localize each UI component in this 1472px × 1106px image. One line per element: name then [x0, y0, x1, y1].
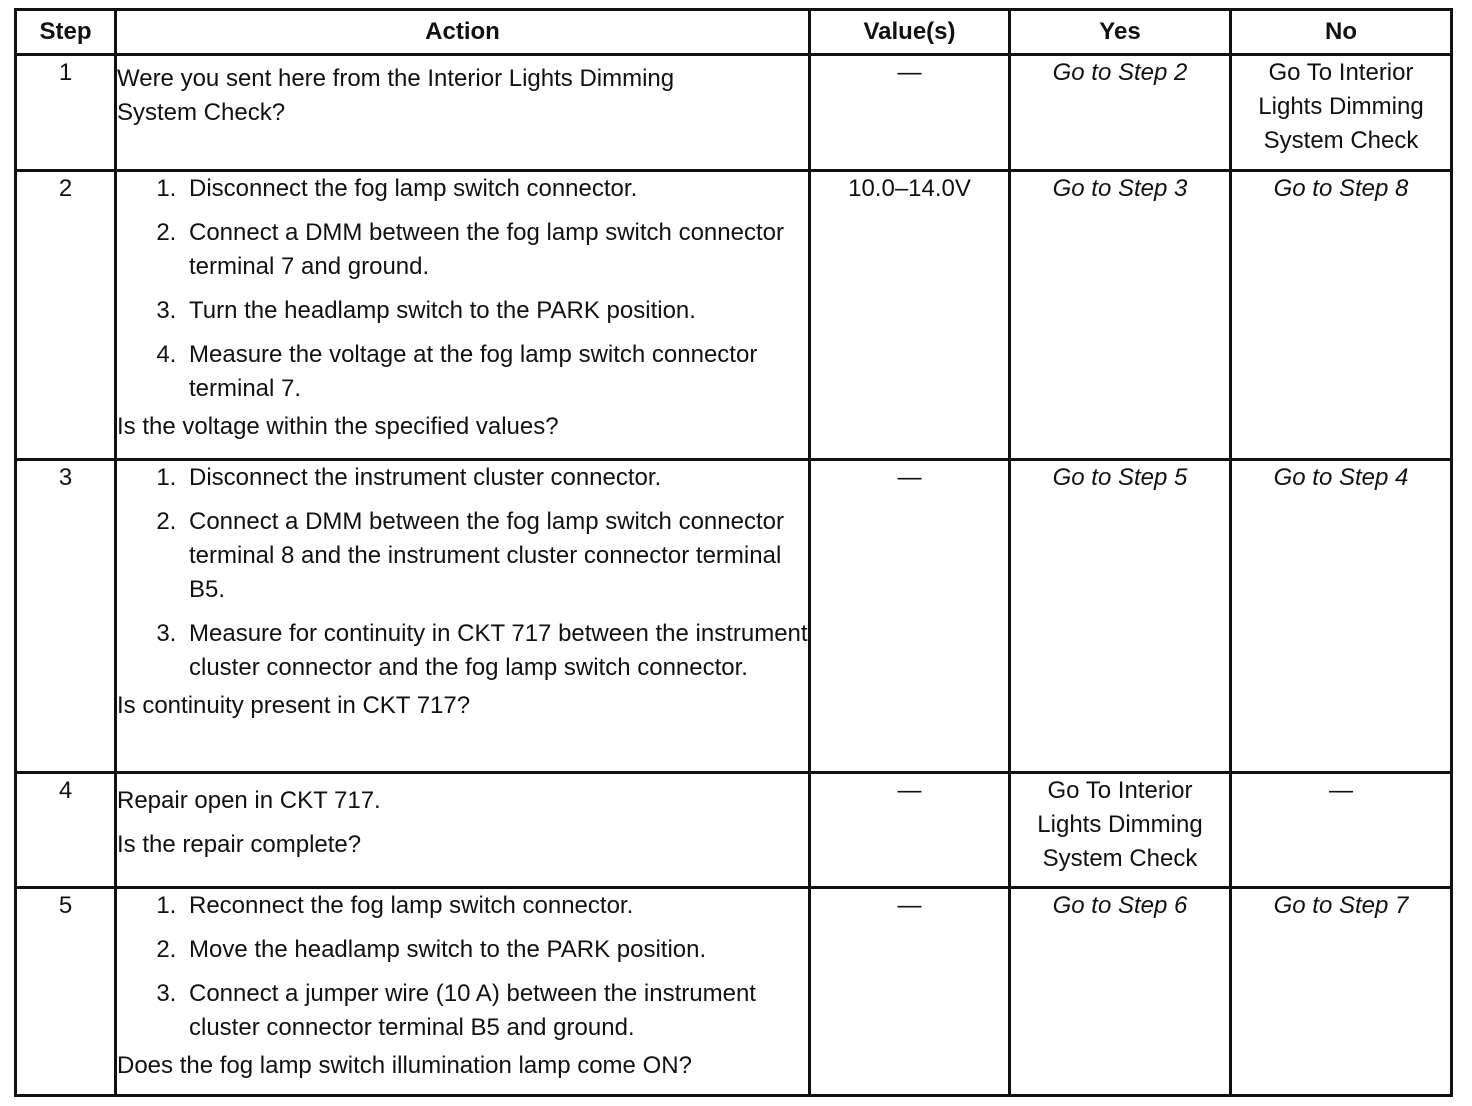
action-cell: [116, 773, 810, 888]
no-cell: Go to Step 7: [1231, 888, 1452, 1096]
value-cell: —: [810, 460, 1010, 773]
action-cell: [116, 888, 810, 1096]
action-step: 2. Connect a DMM between the fog lamp switch connector terminal 7 and ground.: [183, 216, 808, 284]
action-steps: [117, 461, 808, 685]
step-number: 3: [16, 460, 116, 773]
action-cell: [116, 460, 810, 773]
table-row: [16, 460, 1452, 773]
question-text: Is the repair complete?: [117, 831, 362, 858]
table-row: [16, 773, 1452, 888]
action-step: 3. Measure for continuity in CKT 717 between the instrument cluster connector and the fog lamp switch connector.: [183, 617, 808, 685]
action-step: 4. Measure the voltage at the fog lamp switch connector terminal 7.: [183, 338, 808, 406]
action-steps: [117, 889, 808, 1045]
no-cell: Go to Step 4: [1231, 460, 1452, 773]
action-cell: [116, 171, 810, 460]
header-no: No: [1231, 10, 1452, 55]
value-cell: —: [810, 773, 1010, 888]
action-cell: [116, 55, 810, 171]
action-step: 3. Turn the headlamp switch to the PARK position.: [183, 294, 808, 328]
action-step: 2. Move the headlamp switch to the PARK position.: [183, 933, 808, 967]
yes-cell: Go to Step 6: [1010, 888, 1231, 1096]
action-step: 3. Connect a jumper wire (10 A) between the instrument cluster connector terminal B5 and ground.: [183, 977, 808, 1045]
value-cell: 10.0–14.0V: [810, 171, 1010, 460]
value-cell: —: [810, 55, 1010, 171]
action-step: 1. Reconnect the fog lamp switch connector.: [183, 889, 808, 923]
question-text: Is the voltage within the specified values?: [117, 413, 559, 440]
no-cell: Go To Interior Lights Dimming System Check: [1231, 55, 1452, 171]
question-text: Is continuity present in CKT 717?: [117, 692, 471, 719]
action-step: 1. Disconnect the instrument cluster connector.: [183, 461, 808, 495]
value-cell: —: [810, 888, 1010, 1096]
action-step: 2. Connect a DMM between the fog lamp switch connector terminal 8 and the instrument cluster connector terminal B5.: [183, 505, 808, 607]
yes-cell: Go To Interior Lights Dimming System Check: [1010, 773, 1231, 888]
table-row: [16, 888, 1452, 1096]
step-number: 1: [16, 55, 116, 171]
no-cell: —: [1231, 773, 1452, 888]
action-text: Repair open in CKT 717.: [117, 787, 381, 814]
step-number: 2: [16, 171, 116, 460]
table-row: [16, 55, 1452, 171]
header-row: [16, 10, 1452, 55]
action-steps: [117, 172, 808, 406]
diagnostic-table: [14, 8, 1453, 1097]
action-step: 1. Disconnect the fog lamp switch connector.: [183, 172, 808, 206]
question-text: Were you sent here from the Interior Lights Dimming System Check?: [117, 65, 675, 126]
header-action: Action: [116, 10, 810, 55]
header-values: Value(s): [810, 10, 1010, 55]
no-cell: Go to Step 8: [1231, 171, 1452, 460]
yes-cell: Go to Step 2: [1010, 55, 1231, 171]
yes-cell: Go to Step 5: [1010, 460, 1231, 773]
question-text: Does the fog lamp switch illumination lamp come ON?: [117, 1052, 692, 1079]
step-number: 4: [16, 773, 116, 888]
header-yes: Yes: [1010, 10, 1231, 55]
header-step: Step: [16, 10, 116, 55]
table-row: [16, 171, 1452, 460]
yes-cell: Go to Step 3: [1010, 171, 1231, 460]
step-number: 5: [16, 888, 116, 1096]
